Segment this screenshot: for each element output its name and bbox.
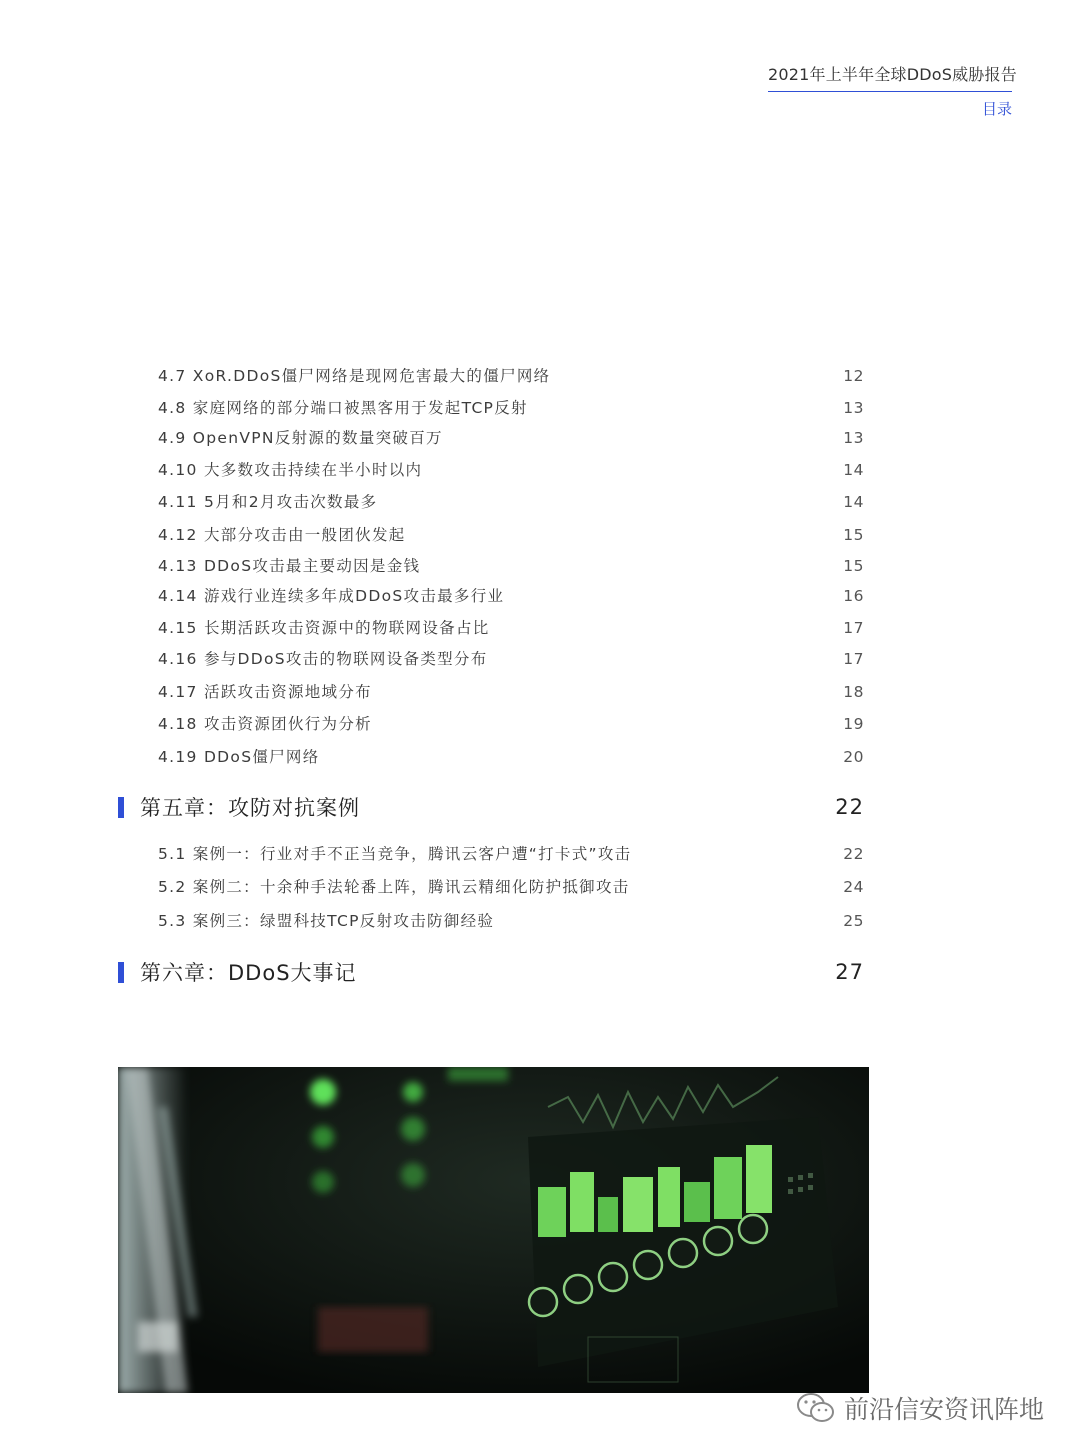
watermark-text: 前沿信安资讯阵地: [843, 1395, 1044, 1424]
toc-entry-page: 14: [843, 461, 864, 479]
section-name: 目录: [981, 100, 1012, 118]
toc-entry[interactable]: [158, 426, 864, 448]
toc-entry[interactable]: [158, 458, 864, 480]
toc-entry[interactable]: [158, 680, 864, 702]
toc-entry-page: 13: [843, 429, 864, 447]
toc-entry[interactable]: [158, 364, 864, 386]
toc-entry-label: 5.3 案例三：绿盟科技TCP反射攻击防御经验: [158, 912, 495, 930]
toc-entry-page: 14: [843, 493, 864, 511]
toc-entry[interactable]: [158, 396, 864, 418]
toc-entry-page: 16: [843, 587, 864, 605]
toc-entry-label: 4.10 大多数攻击持续在半小时以内: [158, 461, 423, 479]
toc-entry[interactable]: [158, 523, 864, 545]
chapter-marker-bar: [118, 797, 124, 818]
toc-entry-label: 4.14 游戏行业连续多年成DDoS攻击最多行业: [158, 587, 505, 605]
report-title: 2021年上半年全球DDoS威胁报告: [768, 62, 1012, 92]
toc-entry-page: 22: [843, 845, 864, 863]
toc-entry[interactable]: [158, 745, 864, 767]
toc-entry-label: 4.8 家庭网络的部分端口被黑客用于发起TCP反射: [158, 399, 528, 417]
chapter-title: 第五章：攻防对抗案例: [140, 796, 360, 820]
toc-entry-page: 15: [843, 526, 864, 544]
toc-entry-page: 24: [843, 878, 864, 896]
toc-entry[interactable]: [158, 909, 864, 931]
toc-entry-page: 20: [843, 748, 864, 766]
toc-entry[interactable]: [158, 490, 864, 512]
toc-entry-page: 25: [843, 912, 864, 930]
toc-entry[interactable]: [158, 584, 864, 606]
server-panel-illustration: [118, 1067, 869, 1393]
chapter-marker-bar: [118, 962, 124, 983]
chapter-page: 27: [835, 960, 864, 984]
toc-entry[interactable]: [158, 842, 864, 864]
chapter-title: 第六章：DDoS大事记: [140, 961, 357, 985]
chapter-heading[interactable]: [118, 957, 864, 987]
toc-entry[interactable]: [158, 647, 864, 669]
toc-entry-label: 5.2 案例二：十余种手法轮番上阵，腾讯云精细化防护抵御攻击: [158, 878, 630, 896]
wechat-icon: [796, 1391, 836, 1425]
toc-entry[interactable]: [158, 616, 864, 638]
toc-entry[interactable]: [158, 554, 864, 576]
toc-entry-page: 15: [843, 557, 864, 575]
toc-entry-label: 4.18 攻击资源团伙行为分析: [158, 715, 372, 733]
toc-entry-label: 4.12 大部分攻击由一般团伙发起: [158, 526, 406, 544]
toc-entry[interactable]: [158, 712, 864, 734]
toc-entry-page: 17: [843, 619, 864, 637]
toc-entry-label: 4.17 活跃攻击资源地域分布: [158, 683, 372, 701]
toc-entry-label: 4.16 参与DDoS攻击的物联网设备类型分布: [158, 650, 488, 668]
toc-entry-page: 17: [843, 650, 864, 668]
toc-entry-label: 4.13 DDoS攻击最主要动因是金钱: [158, 557, 421, 575]
chapter-page: 22: [835, 795, 864, 819]
toc-entry-page: 19: [843, 715, 864, 733]
page-header: [768, 62, 1017, 119]
toc-entry-page: 12: [843, 367, 864, 385]
toc-entry-label: 4.15 长期活跃攻击资源中的物联网设备占比: [158, 619, 490, 637]
server-panel-photo: [118, 1067, 869, 1393]
toc-entry-label: 4.19 DDoS僵尸网络: [158, 748, 320, 766]
toc-entry-page: 18: [843, 683, 864, 701]
toc-entry-label: 4.9 OpenVPN反射源的数量突破百万: [158, 429, 443, 447]
toc-entry-page: 13: [843, 399, 864, 417]
toc-entry[interactable]: [158, 875, 864, 897]
toc-entry-label: 4.7 XoR.DDoS僵尸网络是现网危害最大的僵尸网络: [158, 367, 551, 385]
toc-entry-label: 5.1 案例一：行业对手不正当竞争，腾讯云客户遭“打卡式”攻击: [158, 845, 632, 863]
watermark: [796, 1390, 1044, 1426]
toc-entry-label: 4.11 5月和2月攻击次数最多: [158, 493, 378, 511]
chapter-heading[interactable]: [118, 792, 864, 822]
